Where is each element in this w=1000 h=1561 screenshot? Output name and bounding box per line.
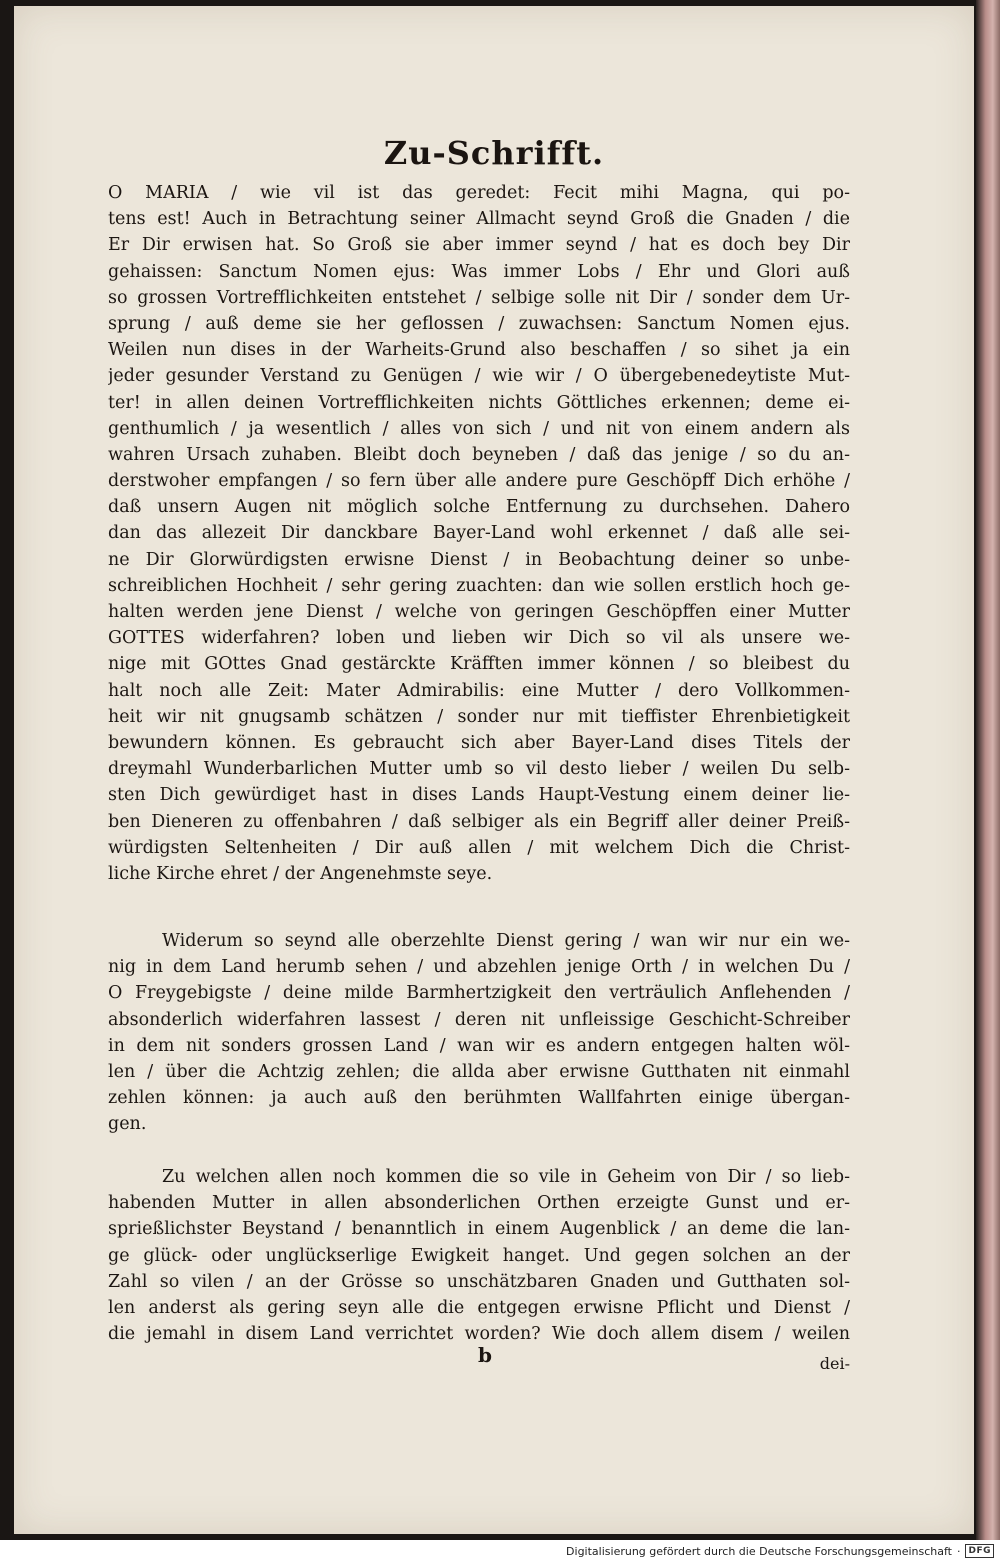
text-line: Widerum so seynd alle oberzehlte Dienst gering / wan wir nur ein we- [162, 931, 850, 951]
text-line: gehaissen: Sanctum Nomen ejus: Was immer Lobs / Ehr und Glori auß [108, 261, 850, 282]
paragraph-3 [108, 1164, 850, 1347]
text-line: würdigsten Seltenheiten / Dir auß allen / mit welchem Dich die Christ- [108, 837, 850, 858]
paragraph-2 [108, 928, 850, 1138]
text-line: die jemahl in disem Land verrichtet worden? Wie doch allem disem / weilen [108, 1324, 850, 1345]
text-line: ben Dieneren zu offenbahren / daß selbiger als ein Begriff aller deiner Preiß- [108, 811, 850, 832]
text-line: Zu welchen allen noch kommen die so vile in Geheim von Dir / so lieb- [162, 1167, 850, 1187]
page-edge [976, 0, 1000, 1540]
text-line: heit wir nit gnugsamb schätzen / sonder nur mit tieffister Ehrenbietigkeit [108, 706, 850, 727]
text-line: halten werden jene Dienst / welche von geringen Geschöpffen einer Mutter [108, 602, 850, 622]
text-line: nig in dem Land herumb sehen / und abzehlen jenige Orth / in welchen Du / [108, 957, 850, 978]
text-line: nige mit GOttes Gnad gestärckte Kräfften immer können / so bleibest du [108, 654, 850, 675]
text-line: liche Kirche ehret / der Angenehmste seye. [108, 863, 493, 884]
digitization-footer [566, 1542, 994, 1560]
text-line: O Freygebigste / deine milde Barmhertzigkeit den verträulich Anflehenden / [108, 983, 850, 1004]
text-line: O MARIA / wie vil ist das geredet: Fecit mihi Magna, qui po- [108, 183, 850, 203]
signature-mark: b [478, 1343, 492, 1367]
text-line: tens est! Auch in Betrachtung seiner Allmacht seynd Groß die Gnaden / die [108, 209, 850, 230]
page-title: Zu-Schrifft. [383, 134, 605, 172]
text-line: gen. [108, 1114, 147, 1135]
text-line: Er Dir erwisen hat. So Groß sie aber immer seynd / hat es doch bey Dir [108, 235, 850, 256]
text-line: Zahl so vilen / an der Grösse so unschätzbaren Gnaden und Gutthaten sol- [108, 1271, 850, 1292]
text-line: dan das allezeit Dir danckbare Bayer-Land wohl erkennet / daß alle sei- [108, 523, 850, 544]
text-line: daß unsern Augen nit möglich solche Entfernung zu durchsehen. Dahero [108, 497, 850, 518]
text-line: jeder gesunder Verstand zu Genügen / wie wir / O übergebenedeytiste Mut- [108, 366, 850, 387]
text-line: so grossen Vortrefflichkeiten entstehet / selbige solle nit Dir / sonder dem Ur- [108, 287, 850, 308]
text-line: habenden Mutter in allen absonderlichen Orthen erzeigte Gunst und er- [108, 1193, 850, 1214]
footer-separator: · [956, 1544, 961, 1558]
catchword: dei- [819, 1354, 850, 1373]
text-line: dreymahl Wunderbarlichen Mutter umb so vil desto lieber / weilen Du selb- [108, 759, 850, 780]
text-line: sten Dich gewürdiget hast in dises Lands Haupt-Vestung einem deiner lie- [108, 785, 850, 806]
text-line: Weilen nun dises in der Warheits-Grund also beschaffen / so sihet ja ein [108, 340, 850, 361]
book-page [14, 6, 974, 1534]
text-line: wahren Ursach zuhaben. Bleibt doch beyneben / daß das jenige / so du an- [108, 444, 850, 465]
text-line: absonderlich widerfahren lassest / deren nit unfleissige Geschicht-Schreiber [108, 1009, 850, 1030]
text-line: bewundern können. Es gebraucht sich aber Bayer-Land dises Titels der [108, 732, 850, 753]
text-line: genthumlich / ja wesentlich / alles von sich / und nit von einem andern als [108, 418, 850, 439]
text-line: sprießlichster Beystand / benanntlich in einem Augenblick / an deme die lan- [108, 1219, 850, 1240]
paragraph-1 [108, 180, 850, 887]
text-line: ne Dir Glorwürdigsten erwisne Dienst / in Beobachtung deiner so unbe- [108, 549, 850, 570]
text-line: len anderst als gering seyn alle die entgegen erwisne Pflicht und Dienst / [108, 1297, 850, 1318]
text-line: derstwoher empfangen / so fern über alle andere pure Geschöpff Dich erhöhe / [108, 471, 850, 492]
text-line: schreiblichen Hochheit / sehr gering zuachten: dan wie sollen erstlich hoch ge- [108, 575, 850, 596]
text-line: halt noch alle Zeit: Mater Admirabilis: eine Mutter / dero Vollkommen- [108, 680, 850, 701]
dfg-logo: DFG [965, 1544, 994, 1558]
text-line: GOTTES widerfahren? loben und lieben wir Dich so vil als unsere we- [108, 628, 850, 649]
text-line: sprung / auß deme sie her geflossen / zuwachsen: Sanctum Nomen ejus. [108, 313, 850, 334]
text-line: ter! in allen deinen Vortrefflichkeiten nichts Göttliches erkennen; deme ei- [108, 392, 850, 413]
text-line: zehlen können: ja auch auß den berühmten Wallfahrten einige übergan- [108, 1088, 850, 1109]
text-line: ge glück- oder unglückserlige Ewigkeit hanget. Und gegen solchen an der [108, 1245, 850, 1266]
text-line: in dem nit sonders grossen Land / wan wir es andern entgegen halten wöl- [108, 1035, 850, 1056]
footer-credit: Digitalisierung gefördert durch die Deutsche Forschungsgemeinschaft [566, 1544, 952, 1558]
text-line: len / über die Achtzig zehlen; die allda aber erwisne Gutthaten nit einmahl [108, 1061, 850, 1082]
